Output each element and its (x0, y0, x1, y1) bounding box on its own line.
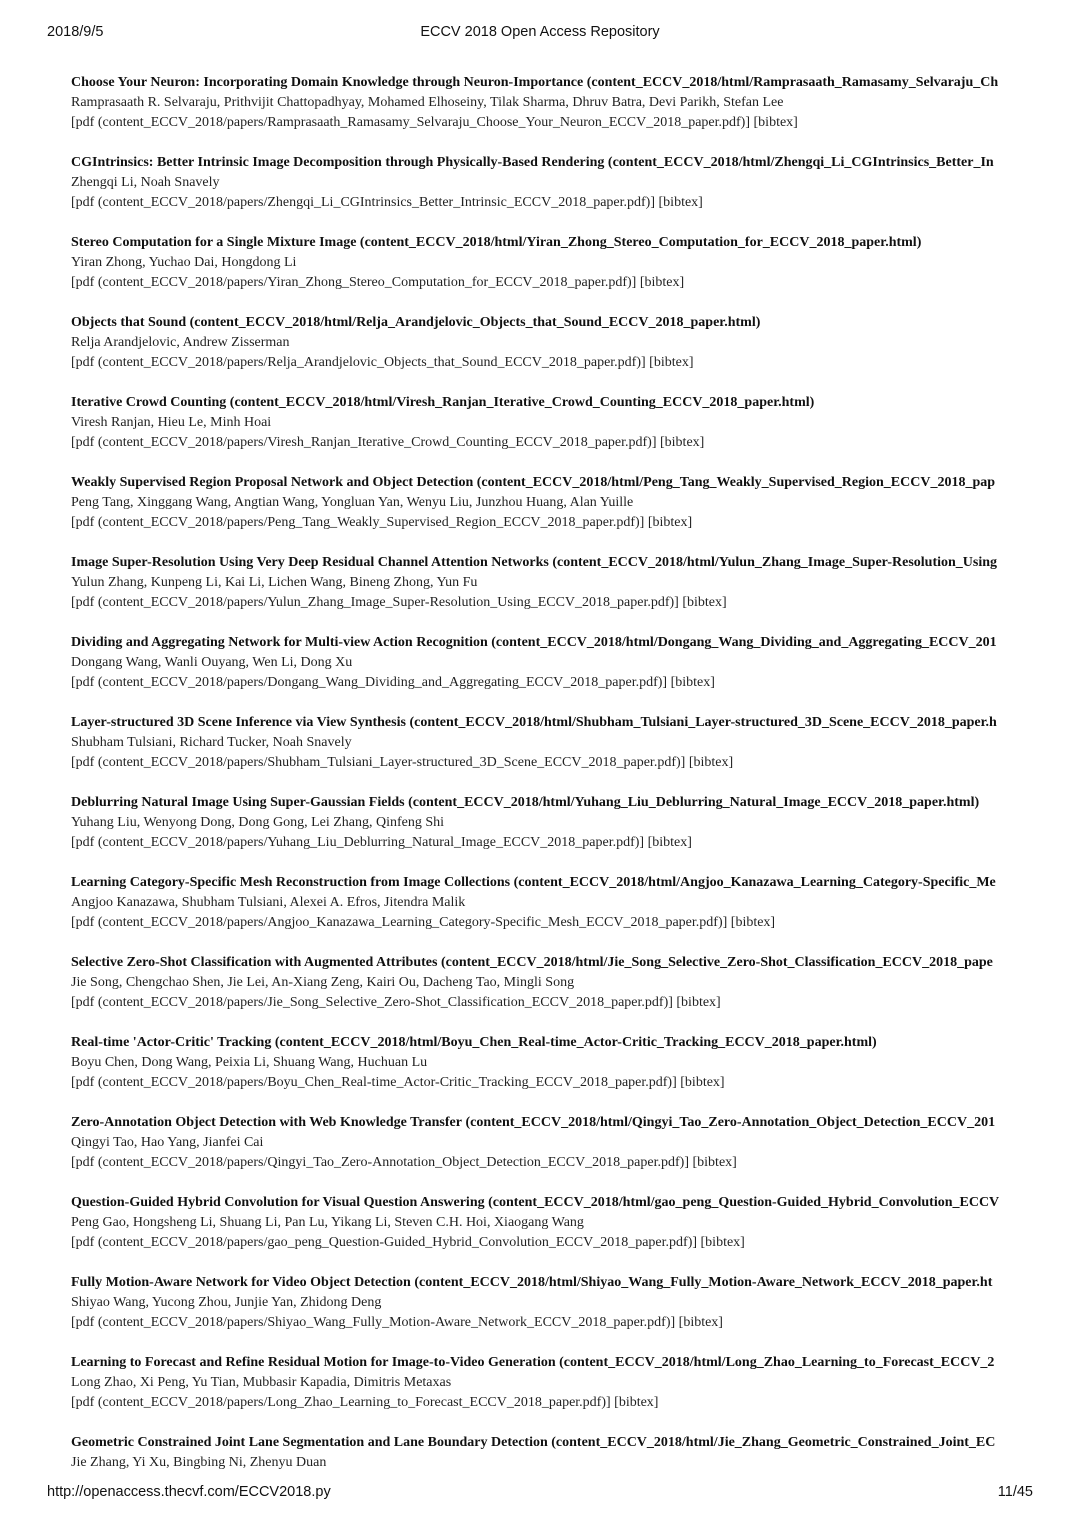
paper-title-line (71, 713, 1033, 733)
paper-title: Layer-structured 3D Scene Inference via View Synthesis (71, 715, 406, 730)
paper-links-line (71, 833, 1033, 853)
paper-entry (71, 473, 1033, 553)
paper-html-link[interactable]: (content_ECCV_2018/html/Boyu_Chen_Real-time_Actor-Critic_Tracking_ECCV_2018_paper.html) (274, 1035, 877, 1050)
paper-authors: Viresh Ranjan, Hieu Le, Minh Hoai (71, 415, 272, 430)
pdf-link[interactable]: [pdf (content_ECCV_2018/papers/Shiyao_Wang_Fully_Motion-Aware_Network_ECCV_2018_paper.pdf)] (71, 1315, 676, 1330)
bibtex-link[interactable]: [bibtex] (670, 675, 715, 690)
paper-html-link[interactable]: (content_ECCV_2018/html/Yiran_Zhong_Stereo_Computation_for_ECCV_2018_paper.html) (359, 235, 922, 250)
paper-title: Deblurring Natural Image Using Super-Gaussian Fields (71, 795, 405, 810)
page-url: http://openaccess.thecvf.com/ECCV2018.py (47, 1484, 331, 1500)
paper-links-line (71, 513, 1033, 533)
paper-title-line (71, 313, 1033, 333)
pdf-link[interactable]: [pdf (content_ECCV_2018/papers/Boyu_Chen_Real-time_Actor-Critic_Tracking_ECCV_2018_paper.pdf)] (71, 1075, 677, 1090)
print-header (47, 24, 1033, 46)
paper-html-link[interactable]: (content_ECCV_2018/html/Angjoo_Kanazawa_Learning_Category-Specific_Me (513, 875, 996, 890)
paper-list (71, 73, 1033, 1513)
pdf-link[interactable]: [pdf (content_ECCV_2018/papers/Qingyi_Tao_Zero-Annotation_Object_Detection_ECCV_2018_paper.pdf)] (71, 1155, 689, 1170)
paper-title: Objects that Sound (71, 315, 187, 330)
paper-authors: Shiyao Wang, Yucong Zhou, Junjie Yan, Zhidong Deng (71, 1295, 382, 1310)
pdf-link[interactable]: [pdf (content_ECCV_2018/papers/Relja_Arandjelovic_Objects_that_Sound_ECCV_2018_paper.pdf)] (71, 355, 646, 370)
paper-title-line (71, 1033, 1033, 1053)
paper-title: Geometric Constrained Joint Lane Segmentation and Lane Boundary Detection (71, 1435, 548, 1450)
paper-entry (71, 953, 1033, 1033)
paper-title: Learning Category-Specific Mesh Reconstruction from Image Collections (71, 875, 511, 890)
paper-authors: Boyu Chen, Dong Wang, Peixia Li, Shuang Wang, Huchuan Lu (71, 1055, 428, 1070)
bibtex-link[interactable]: [bibtex] (753, 115, 798, 130)
paper-links-line (71, 433, 1033, 453)
paper-title: Dividing and Aggregating Network for Multi-view Action Recognition (71, 635, 488, 650)
pdf-link[interactable]: [pdf (content_ECCV_2018/papers/Yuhang_Liu_Deblurring_Natural_Image_ECCV_2018_paper.pdf)] (71, 835, 645, 850)
paper-html-link[interactable]: (content_ECCV_2018/html/Ramprasaath_Ramasamy_Selvaraju_Ch (586, 75, 999, 90)
paper-html-link[interactable]: (content_ECCV_2018/html/Relja_Arandjelovic_Objects_that_Sound_ECCV_2018_paper.html) (189, 315, 761, 330)
paper-html-link[interactable]: (content_ECCV_2018/html/Yulun_Zhang_Image_Super-Resolution_Using (552, 555, 998, 570)
paper-title: Image Super-Resolution Using Very Deep Residual Channel Attention Networks (71, 555, 549, 570)
bibtex-link[interactable]: [bibtex] (682, 595, 727, 610)
paper-title-line (71, 1433, 1033, 1453)
paper-links-line (71, 113, 1033, 133)
paper-links-line (71, 1233, 1033, 1253)
paper-links-line (71, 1313, 1033, 1333)
paper-authors: Jie Song, Chengchao Shen, Jie Lei, An-Xiang Zeng, Kairi Ou, Dacheng Tao, Mingli Song (71, 975, 575, 990)
paper-html-link[interactable]: (content_ECCV_2018/html/Long_Zhao_Learning_to_Forecast_ECCV_2 (559, 1355, 995, 1370)
paper-links-line (71, 593, 1033, 613)
pdf-link[interactable]: [pdf (content_ECCV_2018/papers/Viresh_Ranjan_Iterative_Crowd_Counting_ECCV_2018_paper.pdf)] (71, 435, 657, 450)
paper-entry (71, 793, 1033, 873)
bibtex-link[interactable]: [bibtex] (660, 435, 705, 450)
paper-authors: Relja Arandjelovic, Andrew Zisserman (71, 335, 290, 350)
paper-html-link[interactable]: (content_ECCV_2018/html/Peng_Tang_Weakly_Supervised_Region_ECCV_2018_pap (476, 475, 996, 490)
paper-links-line (71, 193, 1033, 213)
paper-title-line (71, 793, 1033, 813)
pdf-link[interactable]: [pdf (content_ECCV_2018/papers/Zhengqi_Li_CGIntrinsics_Better_Intrinsic_ECCV_2018_paper.pdf)] (71, 195, 656, 210)
paper-title-line (71, 953, 1033, 973)
bibtex-link[interactable]: [bibtex] (647, 835, 692, 850)
paper-title: Choose Your Neuron: Incorporating Domain Knowledge through Neuron-Importance (71, 75, 584, 90)
paper-title: Learning to Forecast and Refine Residual Motion for Image-to-Video Generation (71, 1355, 556, 1370)
paper-authors: Yiran Zhong, Yuchao Dai, Hongdong Li (71, 255, 297, 270)
bibtex-link[interactable]: [bibtex] (700, 1235, 745, 1250)
paper-html-link[interactable]: (content_ECCV_2018/html/Qingyi_Tao_Zero-Annotation_Object_Detection_ECCV_201 (465, 1115, 996, 1130)
paper-title-line (71, 553, 1033, 573)
paper-entry (71, 1273, 1033, 1353)
pdf-link[interactable]: [pdf (content_ECCV_2018/papers/Dongang_Wang_Dividing_and_Aggregating_ECCV_2018_paper.pdf)] (71, 675, 668, 690)
paper-title: CGIntrinsics: Better Intrinsic Image Decomposition through Physically-Based Rendering (71, 155, 605, 170)
paper-title-line (71, 873, 1033, 893)
print-date: 2018/9/5 (47, 24, 104, 40)
paper-links-line (71, 1073, 1033, 1093)
paper-authors: Qingyi Tao, Hao Yang, Jianfei Cai (71, 1135, 264, 1150)
paper-html-link[interactable]: (content_ECCV_2018/html/Yuhang_Liu_Deblurring_Natural_Image_ECCV_2018_paper.html) (408, 795, 980, 810)
paper-html-link[interactable]: (content_ECCV_2018/html/Jie_Song_Selective_Zero-Shot_Classification_ECCV_2018_pape (440, 955, 993, 970)
pdf-link[interactable]: [pdf (content_ECCV_2018/papers/Ramprasaath_Ramasamy_Selvaraju_Choose_Your_Neuron_ECCV_2018_paper.pdf)] (71, 115, 751, 130)
paper-title: Fully Motion-Aware Network for Video Object Detection (71, 1275, 411, 1290)
paper-title: Iterative Crowd Counting (71, 395, 227, 410)
paper-title-line (71, 73, 1033, 93)
paper-authors: Zhengqi Li, Noah Snavely (71, 175, 220, 190)
paper-links-line (71, 353, 1033, 373)
paper-entry (71, 873, 1033, 953)
paper-title-line (71, 1273, 1033, 1293)
page-title: ECCV 2018 Open Access Repository (420, 24, 660, 40)
bibtex-link[interactable]: [bibtex] (692, 1155, 737, 1170)
paper-authors: Peng Gao, Hongsheng Li, Shuang Li, Pan Lu, Yikang Li, Steven C.H. Hoi, Xiaogang Wang (71, 1215, 584, 1230)
paper-authors: Yuhang Liu, Wenyong Dong, Dong Gong, Lei Zhang, Qinfeng Shi (71, 815, 445, 830)
paper-title: Question-Guided Hybrid Convolution for Visual Question Answering (71, 1195, 485, 1210)
paper-entry (71, 233, 1033, 313)
paper-links-line (71, 753, 1033, 773)
paper-title: Weakly Supervised Region Proposal Network and Object Detection (71, 475, 474, 490)
paper-title: Selective Zero-Shot Classification with Augmented Attributes (71, 955, 438, 970)
bibtex-link[interactable]: [bibtex] (688, 755, 734, 770)
paper-authors: Peng Tang, Xinggang Wang, Angtian Wang, Yongluan Yan, Wenyu Liu, Junzhou Huang, Alan Yuille (71, 495, 634, 510)
paper-title-line (71, 1353, 1033, 1373)
paper-links-line (71, 273, 1033, 293)
pdf-link[interactable]: [pdf (content_ECCV_2018/papers/Shubham_Tulsiani_Layer-structured_3D_Scene_ECCV_2018_paper.pdf)] (71, 755, 686, 770)
paper-title-line (71, 233, 1033, 253)
paper-title-line (71, 153, 1033, 173)
paper-links-line (71, 993, 1033, 1013)
paper-entry (71, 313, 1033, 393)
paper-html-link[interactable]: (content_ECCV_2018/html/Jie_Zhang_Geometric_Constrained_Joint_EC (551, 1435, 996, 1450)
bibtex-link[interactable]: [bibtex] (639, 275, 685, 290)
page-number: 11/45 (997, 1484, 1033, 1500)
pdf-link[interactable]: [pdf (content_ECCV_2018/papers/Angjoo_Kanazawa_Learning_Category-Specific_Mesh_ECCV_2018_paper.pdf)] (71, 915, 728, 930)
paper-html-link[interactable]: (content_ECCV_2018/html/Shiyao_Wang_Fully_Motion-Aware_Network_ECCV_2018_paper.ht (414, 1275, 993, 1290)
paper-entry (71, 1033, 1033, 1113)
pdf-link[interactable]: [pdf (content_ECCV_2018/papers/Yiran_Zhong_Stereo_Computation_for_ECCV_2018_paper.pdf)] (71, 275, 637, 290)
paper-html-link[interactable]: (content_ECCV_2018/html/Viresh_Ranjan_Iterative_Crowd_Counting_ECCV_2018_paper.html) (229, 395, 815, 410)
paper-title: Real-time 'Actor-Critic' Tracking (71, 1035, 272, 1050)
pdf-link[interactable]: [pdf (content_ECCV_2018/papers/Peng_Tang_Weakly_Supervised_Region_ECCV_2018_paper.pdf)] (71, 515, 645, 530)
bibtex-link[interactable]: [bibtex] (647, 515, 693, 530)
paper-authors: Jie Zhang, Yi Xu, Bingbing Ni, Zhenyu Duan (71, 1455, 327, 1470)
paper-entry (71, 393, 1033, 473)
pdf-link[interactable]: [pdf (content_ECCV_2018/papers/Yulun_Zhang_Image_Super-Resolution_Using_ECCV_2018_paper.pdf)] (71, 595, 679, 610)
bibtex-link[interactable]: [bibtex] (730, 915, 776, 930)
pdf-link[interactable]: [pdf (content_ECCV_2018/papers/gao_peng_Question-Guided_Hybrid_Convolution_ECCV_2018_paper.pdf)] (71, 1235, 698, 1250)
bibtex-link[interactable]: [bibtex] (658, 195, 703, 210)
paper-entry (71, 553, 1033, 633)
paper-entry (71, 713, 1033, 793)
paper-title-line (71, 1193, 1033, 1213)
paper-authors: Dongang Wang, Wanli Ouyang, Wen Li, Dong Xu (71, 655, 353, 670)
paper-html-link[interactable]: (content_ECCV_2018/html/Shubham_Tulsiani_Layer-structured_3D_Scene_ECCV_2018_paper.h (409, 715, 997, 730)
paper-links-line (71, 913, 1033, 933)
bibtex-link[interactable]: [bibtex] (649, 355, 694, 370)
paper-entry (71, 1353, 1033, 1433)
paper-links-line (71, 1393, 1033, 1413)
paper-html-link[interactable]: (content_ECCV_2018/html/Zhengqi_Li_CGIntrinsics_Better_In (607, 155, 994, 170)
paper-entry (71, 1193, 1033, 1273)
bibtex-link[interactable]: [bibtex] (678, 1315, 723, 1330)
paper-authors: Yulun Zhang, Kunpeng Li, Kai Li, Lichen Wang, Bineng Zhong, Yun Fu (71, 575, 478, 590)
paper-title-line (71, 393, 1033, 413)
paper-title-line (71, 473, 1033, 493)
paper-entry (71, 73, 1033, 153)
paper-entry (71, 1113, 1033, 1193)
print-footer (47, 1484, 1033, 1506)
paper-html-link[interactable]: (content_ECCV_2018/html/Dongang_Wang_Dividing_and_Aggregating_ECCV_201 (491, 635, 997, 650)
paper-title-line (71, 1113, 1033, 1133)
pdf-link[interactable]: [pdf (content_ECCV_2018/papers/Long_Zhao_Learning_to_Forecast_ECCV_2018_paper.pdf)] (71, 1395, 611, 1410)
paper-html-link[interactable]: (content_ECCV_2018/html/gao_peng_Question-Guided_Hybrid_Convolution_ECCV (488, 1195, 1000, 1210)
paper-entry (71, 633, 1033, 713)
pdf-link[interactable]: [pdf (content_ECCV_2018/papers/Jie_Song_Selective_Zero-Shot_Classification_ECCV_2018_paper.pdf)] (71, 995, 673, 1010)
paper-links-line (71, 1153, 1033, 1173)
paper-title-line (71, 633, 1033, 653)
paper-authors: Angjoo Kanazawa, Shubham Tulsiani, Alexei A. Efros, Jitendra Malik (71, 895, 466, 910)
paper-entry (71, 153, 1033, 233)
bibtex-link[interactable]: [bibtex] (676, 995, 721, 1010)
paper-authors: Long Zhao, Xi Peng, Yu Tian, Mubbasir Kapadia, Dimitris Metaxas (71, 1375, 452, 1390)
paper-authors: Shubham Tulsiani, Richard Tucker, Noah Snavely (71, 735, 352, 750)
bibtex-link[interactable]: [bibtex] (680, 1075, 725, 1090)
paper-title: Zero-Annotation Object Detection with Web Knowledge Transfer (71, 1115, 462, 1130)
paper-title: Stereo Computation for a Single Mixture Image (71, 235, 357, 250)
bibtex-link[interactable]: [bibtex] (614, 1395, 659, 1410)
paper-authors: Ramprasaath R. Selvaraju, Prithvijit Chattopadhyay, Mohamed Elhoseiny, Tilak Sharma, Dhruv Batra, Devi Parikh, Stefan Lee (71, 95, 784, 110)
paper-links-line (71, 673, 1033, 693)
